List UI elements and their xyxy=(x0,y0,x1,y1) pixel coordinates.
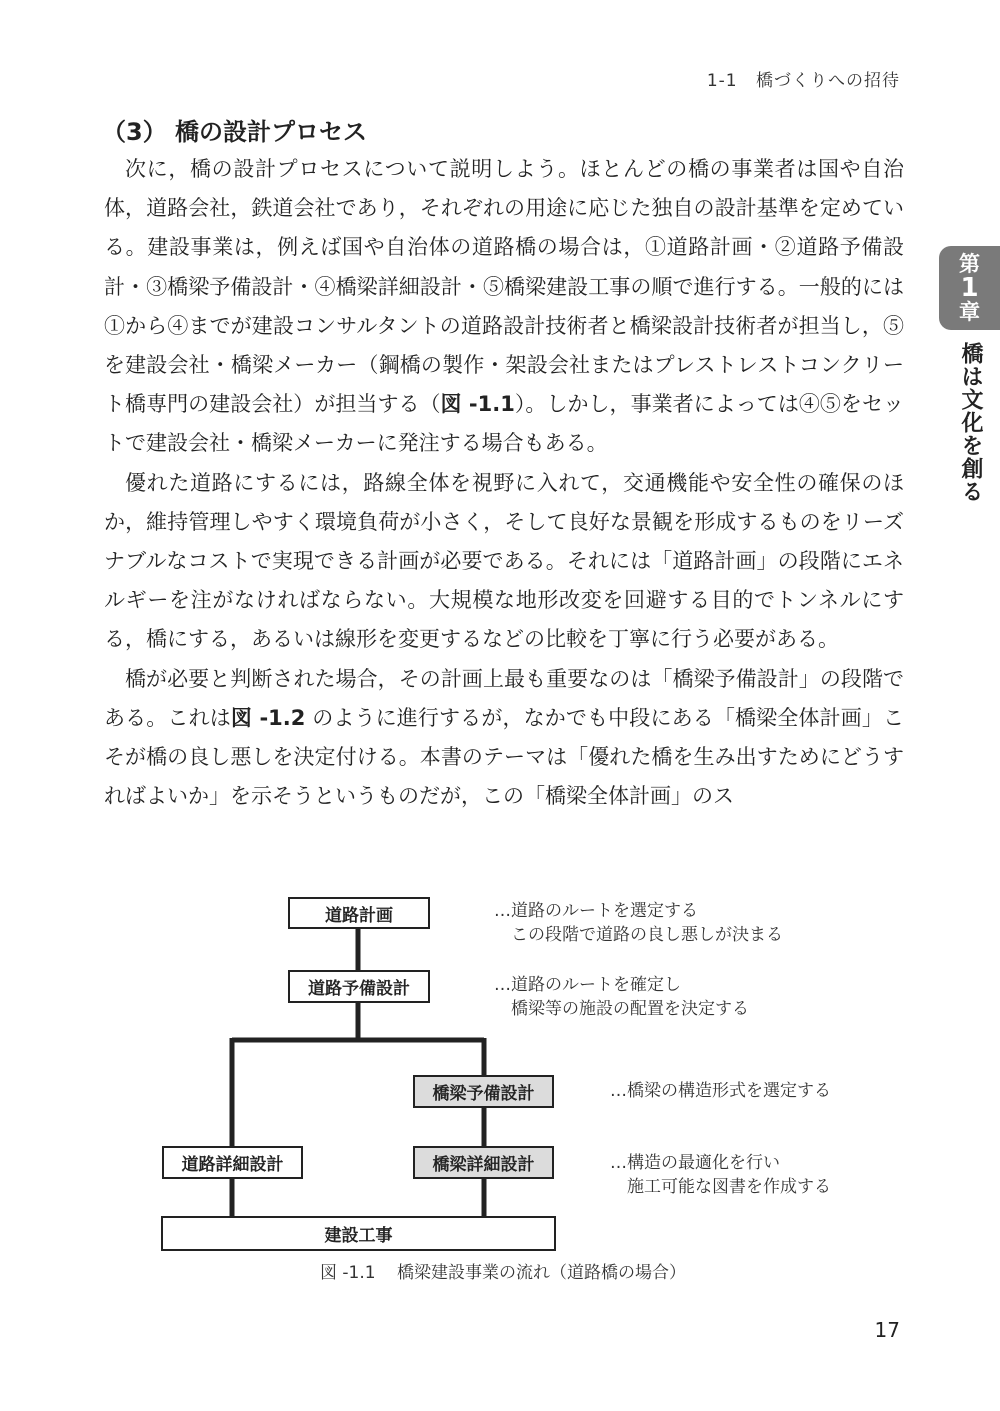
figure-caption xyxy=(320,1258,686,1283)
box-road-planning: 道路計画 xyxy=(288,897,430,929)
figure-caption-text: 橋梁建設事業の流れ（道路橋の場合） xyxy=(396,1263,686,1283)
paragraph-1 xyxy=(104,150,904,464)
section-heading: （3） 橋の設計プロセス xyxy=(102,118,368,146)
paragraph-1-text-b: ）。しかし，事業者によっては④⑤をセットで建設会社・橋梁メーカーに発注する場合もある。 xyxy=(104,392,904,456)
note-road-planning-line-2: この段階で道路の良し悪しが決まる xyxy=(511,925,783,945)
figure-reference-1-2: 図 -1.2 xyxy=(230,705,306,730)
paragraph-3-text-b: のように進行するが，なかでも中段にある「橋梁全体計画」こそが橋の良し悪しを決定付ける。本書のテーマは「優れた橋を生み出すためにどうすればよいか」を示そうというものだが，この「橋梁全体計画」のス xyxy=(104,705,904,809)
note-road-planning-line-1: …道路のルートを選定する xyxy=(494,901,698,921)
chapter-tab-label xyxy=(959,252,980,324)
box-bridge-detailed-design: 橋梁詳細設計 xyxy=(413,1146,554,1179)
note-bridge-detailed xyxy=(610,1151,831,1199)
note-bridge-preliminary-line-1: …橋梁の構造形式を選定する xyxy=(610,1081,831,1101)
chapter-tab-bottom: 章 xyxy=(959,300,980,324)
box-construction: 建設工事 xyxy=(161,1216,556,1251)
chapter-tab-top: 第 xyxy=(959,252,980,276)
note-road-preliminary-line-1: …道路のルートを確定し xyxy=(494,975,681,995)
running-head xyxy=(707,66,900,91)
paragraph-2: 優れた道路にするには，路線全体を視野に入れて，交通機能や安全性の確保のほか，維持管理しやすく環境負荷が小さく，そして良好な景観を形成するものをリーズナブルなコストで実現できる計画が必要である。それには「道路計画」の段階にエネルギーを注がなければならない。大規模な地形改変を回避する目的でトンネルにする，橋にする，あるいは線形を変更するなどの比較を丁寧に行う必要がある。 xyxy=(104,470,904,652)
figure-caption-number: 図 -1.1 xyxy=(320,1263,376,1283)
figure-reference-1-1: 図 -1.1 xyxy=(440,392,515,417)
page-number: 17 xyxy=(874,1318,900,1342)
chapter-title-vertical: 橋は文化を創る xyxy=(958,342,983,503)
paragraph-1-text-a: 次に，橋の設計プロセスについて説明しよう。ほとんどの橋の事業者は国や自治体，道路会社，鉄道会社であり，それぞれの用途に応じた独自の設計基準を定めている。建設事業は，例えば国や自治体の道路橋の場合は，①道路計画・②道路予備設計・③橋梁予備設計・④橋梁詳細設計・⑤橋梁建設工事の順で進行する。一般的には①から④までが建設コンサルタントの道路設計技術者と橋梁設計技術者が担当し，⑤を建設会社・橋梁メーカー（鋼橋の製作・架設会社またはプレストレストコンクリート橋専門の建設会社）が担当する（ xyxy=(104,157,904,417)
chapter-tab-number: 1 xyxy=(960,273,979,303)
running-head-number: 1-1 xyxy=(706,71,738,91)
note-road-preliminary xyxy=(494,973,749,1021)
box-bridge-preliminary-design: 橋梁予備設計 xyxy=(413,1075,554,1108)
body-text xyxy=(104,150,904,816)
box-road-detailed-design: 道路詳細設計 xyxy=(162,1146,303,1179)
note-bridge-preliminary xyxy=(610,1079,831,1103)
paragraph-3 xyxy=(104,660,904,817)
note-bridge-detailed-line-1: …構造の最適化を行い xyxy=(610,1153,780,1173)
paragraph-3-text-a: 橋が必要と判断された場合，その計画上最も重要なのは「橋梁予備設計」の段階である。これは xyxy=(104,666,904,730)
note-road-planning xyxy=(494,899,783,947)
note-road-preliminary-line-2: 橋梁等の施設の配置を決定する xyxy=(511,999,749,1019)
box-road-preliminary-design: 道路予備設計 xyxy=(288,970,430,1003)
note-bridge-detailed-line-2: 施工可能な図書を作成する xyxy=(627,1177,831,1197)
running-head-title: 橋づくりへの招待 xyxy=(756,71,900,91)
chapter-tab xyxy=(939,246,1000,330)
